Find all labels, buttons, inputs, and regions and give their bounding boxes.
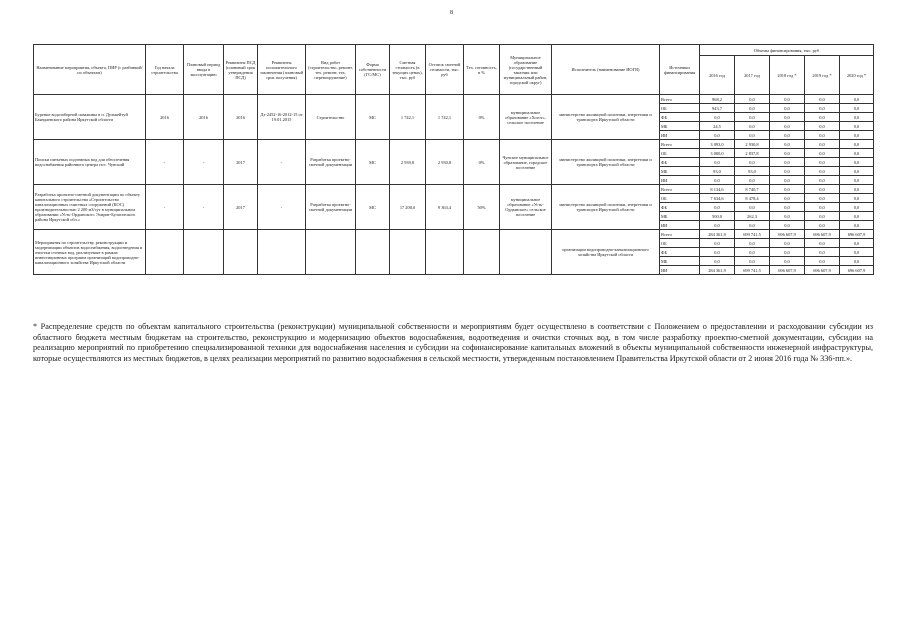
row-name: Поиски питьевых подземных вод для обеспечения водоснабжения районного центра пос. Чунский: [34, 140, 146, 185]
row-amount: 0,0: [840, 167, 874, 176]
header-start-year: Год начала строительства: [146, 45, 184, 95]
row-remaining: [426, 230, 464, 275]
row-amount: 0,0: [840, 185, 874, 194]
row-amount: 0,0: [805, 95, 840, 104]
row-amount: 2 930,8: [735, 140, 770, 149]
row-work-type: Строительство: [306, 95, 356, 140]
table-row: [34, 140, 874, 149]
row-amount: 0,0: [805, 167, 840, 176]
row-amount: 0,0: [805, 122, 840, 131]
row-amount: 0,0: [770, 167, 805, 176]
header-customer: Муниципальное образование (государственный заказчик или муниципальный район, городской округ): [500, 45, 552, 95]
row-work-type: Разработка проектно-сметной документации: [306, 140, 356, 185]
header-funding: Объемы финансирования, тыс. руб: [700, 45, 874, 56]
row-amount: 0,0: [700, 221, 735, 230]
header-remaining: Остаток сметной стоимости, тыс. руб: [426, 45, 464, 95]
row-amount: 0,0: [805, 131, 840, 140]
row-source: ОБ: [660, 149, 700, 158]
row-planned-year: [184, 230, 224, 275]
header-year: 2018 год *: [770, 56, 805, 95]
row-amount: 0,0: [840, 203, 874, 212]
row-amount: 0,0: [840, 113, 874, 122]
row-amount: 0,0: [735, 113, 770, 122]
row-source: ИИ: [660, 221, 700, 230]
row-planned-year: -: [184, 185, 224, 230]
row-amount: 0,0: [805, 212, 840, 221]
row-name: Разработка проектно-сметной документации по объекту капитального строительства «Строительство канализационных очистных сооружений (КОС) производительностью 2 200 м3/сут в муниципальном образовании «Усть-Ордынское» Эхирит-Булагатского района Иркутской обл.»: [34, 185, 146, 230]
row-source: МБ: [660, 122, 700, 131]
financing-table: [33, 44, 874, 275]
row-amount: 0,0: [805, 158, 840, 167]
row-amount: 0,0: [770, 158, 805, 167]
row-amount: 0,0: [700, 239, 735, 248]
row-amount: 0,0: [805, 221, 840, 230]
row-amount: 0,0: [805, 185, 840, 194]
header-planned-year: Плановый период ввода в эксплуатацию: [184, 45, 224, 95]
row-amount: 0,0: [840, 248, 874, 257]
row-amount: 0,0: [840, 104, 874, 113]
row-amount: 0,0: [805, 176, 840, 185]
row-source: ФБ: [660, 158, 700, 167]
row-name: Мероприятия по строительству, реконструкции и модернизации объектов водоснабжения, водоотведения и очистки сточных вод, реализуемые в рамках инвестиционных программ организаций водопроводно-канализационного хозяйства Иркутской области: [34, 230, 146, 275]
row-amount: 0,0: [770, 185, 805, 194]
row-readiness: 0%: [464, 95, 500, 140]
row-amount: 0,0: [700, 158, 735, 167]
row-amount: 500,0: [700, 212, 735, 221]
row-estimate: [390, 230, 426, 275]
row-amount: 0,0: [770, 104, 805, 113]
row-amount: 0,0: [700, 257, 735, 266]
row-amount: 0,0: [700, 113, 735, 122]
row-executor: министерство жилищной политики, энергетики и транспорта Иркутской области: [552, 185, 660, 230]
table-row: [34, 230, 874, 239]
header-psd: Реквизиты ПСД (плановый срок утверждения ПСД): [224, 45, 258, 95]
row-amount: 696 607,9: [770, 230, 805, 239]
header-executor: Исполнитель (наименование ИОГВ): [552, 45, 660, 95]
row-source: ИИ: [660, 131, 700, 140]
row-source: ФБ: [660, 248, 700, 257]
row-psd: 2016: [224, 95, 258, 140]
row-amount: 0,0: [735, 257, 770, 266]
row-amount: 0,0: [735, 176, 770, 185]
row-remaining: 1 742,1: [426, 95, 464, 140]
row-customer: муниципальное образование «Хогот», сельское поселение: [500, 95, 552, 140]
row-psd: [224, 230, 258, 275]
row-source: ОБ: [660, 104, 700, 113]
row-amount: 93,0: [700, 167, 735, 176]
row-amount: 968,2: [700, 95, 735, 104]
row-estimate: 1 742,1: [390, 95, 426, 140]
row-amount: 262,3: [735, 212, 770, 221]
row-amount: 0,0: [805, 149, 840, 158]
row-amount: 0,0: [805, 113, 840, 122]
row-amount: 0,0: [770, 212, 805, 221]
row-amount: 3 093,0: [700, 140, 735, 149]
header-work-type: Вид работ (строительство, ремонт, тех. ремонт, тех. перевооружение): [306, 45, 356, 95]
header-sources: Источники финансирования: [660, 45, 700, 95]
row-amount: 0,0: [735, 131, 770, 140]
row-source: ФБ: [660, 113, 700, 122]
row-amount: 0,0: [840, 131, 874, 140]
row-estimate: 17 200,0: [390, 185, 426, 230]
page-number: 8: [450, 10, 453, 16]
row-amount: 0,0: [805, 104, 840, 113]
row-amount: 284 361,9: [700, 266, 735, 275]
row-amount: 0,0: [770, 239, 805, 248]
row-ownership: МС: [356, 140, 390, 185]
header-year: 2016 год: [700, 56, 735, 95]
row-customer: [500, 230, 552, 275]
row-amount: 0,0: [735, 104, 770, 113]
header-ownership: Форма собственности (ГС/МС): [356, 45, 390, 95]
row-amount: 0,0: [700, 176, 735, 185]
row-source: МБ: [660, 257, 700, 266]
row-amount: 0,0: [700, 248, 735, 257]
row-readiness: 0%: [464, 140, 500, 185]
row-amount: 24,5: [700, 122, 735, 131]
row-amount: 0,0: [840, 149, 874, 158]
table-body: [34, 95, 874, 275]
row-estimate: 2 939,8: [390, 140, 426, 185]
row-amount: 3 000,0: [700, 149, 735, 158]
header-year: 2020 год *: [840, 56, 874, 95]
row-amount: 0,0: [735, 203, 770, 212]
row-source: ИИ: [660, 266, 700, 275]
row-amount: 0,0: [735, 221, 770, 230]
header-year: 2017 год: [735, 56, 770, 95]
row-amount: 0,0: [840, 194, 874, 203]
row-amount: 0,0: [805, 239, 840, 248]
row-amount: 0,0: [840, 140, 874, 149]
row-amount: 0,0: [735, 122, 770, 131]
row-amount: 284 361,9: [700, 230, 735, 239]
row-amount: 0,0: [735, 239, 770, 248]
row-work-type: Разработка проектно-сметной документации: [306, 185, 356, 230]
row-customer: Чунское муниципальное образование, городское поселение: [500, 140, 552, 185]
row-executor: министерство жилищной политики, энергетики и транспорта Иркутской области: [552, 140, 660, 185]
row-amount: 0,0: [840, 122, 874, 131]
row-amount: 0,0: [770, 122, 805, 131]
row-amount: 0,0: [840, 176, 874, 185]
row-amount: 0,0: [805, 140, 840, 149]
row-amount: 696 607,9: [805, 230, 840, 239]
row-amount: 0,0: [840, 239, 874, 248]
row-amount: 0,0: [840, 257, 874, 266]
row-start-year: -: [146, 140, 184, 185]
row-amount: 8 134,6: [700, 185, 735, 194]
row-amount: 0,0: [770, 113, 805, 122]
row-amount: 0,0: [770, 257, 805, 266]
row-amount: 699 741,5: [735, 266, 770, 275]
row-ownership: МС: [356, 185, 390, 230]
row-executor: министерство жилищной политики, энергетики и транспорта Иркутской области: [552, 95, 660, 140]
row-expertise: Дз-2452-16-2012-15 от 19.01.2015: [258, 95, 306, 140]
row-start-year: [146, 230, 184, 275]
row-ownership: МС: [356, 95, 390, 140]
row-planned-year: -: [184, 140, 224, 185]
row-amount: 0,0: [805, 257, 840, 266]
row-psd: 2017: [224, 185, 258, 230]
row-amount: 0,0: [840, 95, 874, 104]
row-amount: 0,0: [805, 194, 840, 203]
row-source: Всего: [660, 185, 700, 194]
table-row: [34, 185, 874, 194]
row-source: ОБ: [660, 194, 700, 203]
row-executor: организации водопроводно-канализационного хозяйства Иркутской области: [552, 230, 660, 275]
row-amount: 8 740,7: [735, 185, 770, 194]
row-amount: 0,0: [770, 176, 805, 185]
row-amount: 0,0: [770, 95, 805, 104]
row-source: Всего: [660, 230, 700, 239]
row-amount: 0,0: [735, 95, 770, 104]
row-source: ОБ: [660, 239, 700, 248]
row-amount: 0,0: [770, 203, 805, 212]
footnote: * Распределение средств по объектам капитального строительства (реконструкции) муниципальной собственности и мероприятиям будет осуществлено в соответствии с Положением о предоставлении и расходовании субсидии из областного бюджета местным бюджетам на строительство, реконструкцию и модернизацию объектов водоснабжения, водоотведения и очистки сточных вод, в том числе разработку проектно-сметной документации, субсидии на реализацию мероприятий по приобретению специализированной техники для водоснабжения населения и субсидии на софинансирование капитальных вложений в объекты муниципальной собственности инженерной инфраструктуры, которые осуществляются из местных бюджетов, в целях реализации мероприятий по развитию водоснабжения в сельской местности, утвержденным постановлением Правительства Иркутской области от 2 июня 2016 года № 336-пп.».: [33, 322, 873, 363]
row-amount: 7 634,6: [700, 194, 735, 203]
row-source: ИИ: [660, 176, 700, 185]
row-amount: 0,0: [840, 158, 874, 167]
row-customer: муниципальное образование «Усть-Ордынское» сельское поселение: [500, 185, 552, 230]
row-ownership: [356, 230, 390, 275]
row-amount: 8 478,4: [735, 194, 770, 203]
row-amount: 0,0: [805, 248, 840, 257]
row-start-year: -: [146, 185, 184, 230]
row-expertise: [258, 230, 306, 275]
row-start-year: 2016: [146, 95, 184, 140]
row-name: Бурение водозаборной скважины в п. Дулькейтуй Баяндаевского района Иркутской области: [34, 95, 146, 140]
table-row: [34, 95, 874, 104]
header-expertise: Реквизиты положительного заключения (плановый срок получения): [258, 45, 306, 95]
row-amount: 943,7: [700, 104, 735, 113]
row-source: ФБ: [660, 203, 700, 212]
row-amount: 0,0: [770, 131, 805, 140]
row-planned-year: 2016: [184, 95, 224, 140]
row-amount: 0,0: [840, 212, 874, 221]
header-year: 2019 год *: [805, 56, 840, 95]
row-amount: 2 837,8: [735, 149, 770, 158]
row-expertise: -: [258, 185, 306, 230]
row-amount: 0,0: [700, 203, 735, 212]
row-remaining: 9 363,4: [426, 185, 464, 230]
row-amount: 0,0: [770, 194, 805, 203]
row-amount: 696 607,9: [840, 230, 874, 239]
row-amount: 0,0: [700, 131, 735, 140]
row-amount: 696 607,9: [770, 266, 805, 275]
row-amount: 696 607,9: [805, 266, 840, 275]
row-amount: 0,0: [840, 221, 874, 230]
row-readiness: 50%: [464, 185, 500, 230]
row-work-type: [306, 230, 356, 275]
row-amount: 696 607,9: [840, 266, 874, 275]
row-amount: 0,0: [770, 221, 805, 230]
row-remaining: 2 930,8: [426, 140, 464, 185]
row-expertise: -: [258, 140, 306, 185]
header-name: Наименование мероприятия, объекта, ПИР (с разбивкой/по объектам): [34, 45, 146, 95]
row-amount: 0,0: [735, 248, 770, 257]
row-amount: 699 741,5: [735, 230, 770, 239]
row-amount: 0,0: [770, 248, 805, 257]
header-estimate: Сметная стоимость (в текущих ценах), тыс. руб: [390, 45, 426, 95]
row-amount: 93,0: [735, 167, 770, 176]
row-amount: 0,0: [805, 203, 840, 212]
row-amount: 0,0: [770, 149, 805, 158]
row-amount: 0,0: [770, 140, 805, 149]
row-psd: 2017: [224, 140, 258, 185]
row-source: МБ: [660, 167, 700, 176]
row-source: Всего: [660, 140, 700, 149]
row-amount: 0,0: [735, 158, 770, 167]
header-readiness: Тех. готовность, в %: [464, 45, 500, 95]
row-readiness: [464, 230, 500, 275]
row-source: Всего: [660, 95, 700, 104]
row-source: МБ: [660, 212, 700, 221]
